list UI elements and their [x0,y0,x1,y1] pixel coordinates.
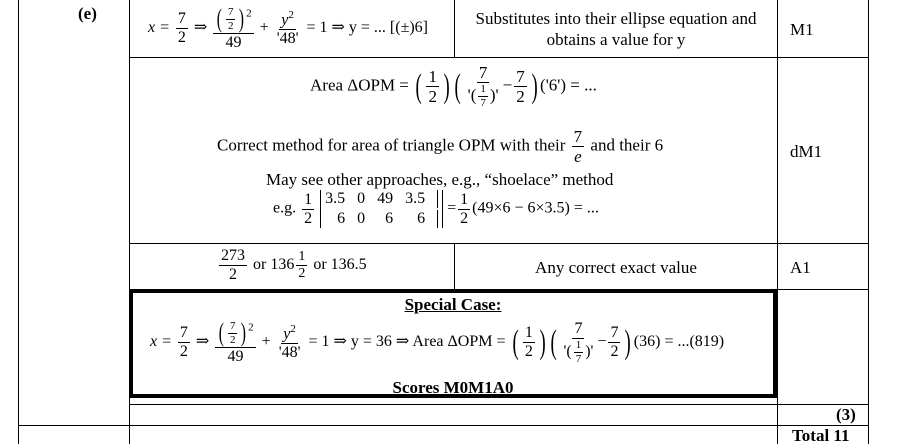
sc-fraction-half: $\frac{1}{2}$ [524,324,533,360]
plus-symbol: + [259,19,269,37]
sc-tail: (36) = ...(819) [633,333,725,351]
row1-bottom [129,57,869,58]
fraction-seven-over-e: $\frac{7}{e}$ [573,127,583,166]
fraction-half-eg-2: $\frac{1}{2}$ [460,190,469,227]
sc-fraction-seven-halves: $\frac{7}{2}$ [179,324,188,360]
area-label: Area ΔOPM = [310,75,409,95]
other-approaches-text: May see other approaches, e.g., “shoelace” method [266,170,614,189]
outer-right-border [868,0,869,444]
row1-mark: M1 [790,20,814,39]
shoelace-matrix: 3.5 0 49 3.5 6 0 6 6 [320,190,443,228]
fraction-273-over-2: $\frac{273}{2}$ [221,247,245,283]
fraction-x-squared-over-49: ( $\frac{7}{2}$ ) $^2$ 49 [213,6,253,51]
guidance-column-border-row3 [454,243,455,289]
sc-fraction-seven-over-seventh: 7 '( $\frac{1}{7}$ )' [563,319,594,365]
row3-guidance: Any correct exact value [535,258,697,277]
row1-guidance: Substitutes into their ellipse equation and obtains a value for y [475,9,757,49]
sc-middle: = 1 ⇒ y = 36 ⇒ Area ΔOPM = [308,333,506,351]
x-equals: x = [148,19,170,37]
sc-fraction-x-squared-over-49: ( $\frac{7}{2}$ ) $^2$ 49 [215,320,255,365]
row2-bottom [129,243,869,244]
eg-label: e.g. [273,199,297,217]
row2-mark: dM1 [790,142,823,161]
sc-fraction-y-squared-over-48: $\frac{y^2}{'48'}$ [278,322,301,362]
shoelace-example: e.g. $\frac{1}{2}$ 3.5 0 49 3.5 6 0 6 6 = $\frac{1}{2}$ (49×6 − 6×3.5) = ... [273,190,599,227]
implies-symbol: ⇒ [193,19,208,37]
mark-column-border [777,0,778,444]
minus-symbol: − [502,75,513,95]
question-label: (e) [78,4,97,23]
subtotal-marks: (3) [836,405,856,424]
total-marks: Total 11 [792,426,850,445]
correct-method-text: Correct method for area of triangle OPM with their $\frac{7}{e}$ and their 6 [217,127,664,166]
fraction-y-squared-over-48: $\frac{y^2}{'48'}$ [276,8,299,48]
special-case-expression: x = $\frac{7}{2}$ ⇒ ( $\frac{7}{2}$ ) $^2$ 49 + $\frac{y^2}{'48'}$ = 1 ⇒ y = 36 ⇒ Area ΔOPM = ( $\frac{1}{2}$ ) ( 7 '( $\frac{1}{7}$ )' − $\frac{7}{2}$ ) (36) = ...(819) [150,318,725,365]
row1-method-expression [148,6,428,51]
sc-fraction-seven-halves-2: $\frac{7}{2}$ [610,324,619,360]
fraction-seven-over-seventh: 7 '( $\frac{1}{7}$ )' [467,63,499,109]
row2-area-expression: Area ΔOPM = ( $\frac{1}{2}$ ) ( 7 '( $\frac{1}{7}$ )' − $\frac{7}{2}$ ) ('6') = ... [310,63,597,109]
subtotal-row-bottom [18,425,869,426]
fraction-mixed-half: $\frac{1}{2}$ [298,249,306,281]
outer-left-border [18,0,19,444]
fraction-half-eg: $\frac{1}{2}$ [304,190,313,227]
fraction-half: $\frac{1}{2}$ [428,67,437,106]
special-case-scores: Scores M0M1A0 [392,378,514,397]
equals-one-implies-y: = 1 ⇒ y = ... [(±)6] [306,19,428,37]
fraction-seven-halves: $\frac{7}{2}$ [177,10,186,46]
special-row-bottom [129,404,869,405]
six-term: ('6') = ... [540,75,597,95]
special-case-heading: Special Case: [404,295,502,314]
eg-result: (49×6 − 6×3.5) = ... [472,199,599,217]
row3-mark: A1 [790,258,811,277]
guidance-column-border [454,0,455,57]
row3-answer: $\frac{273}{2}$ or 136 $\frac{1}{2}$ or 136.5 [221,247,367,283]
fraction-seven-halves-2: $\frac{7}{2}$ [516,67,525,106]
